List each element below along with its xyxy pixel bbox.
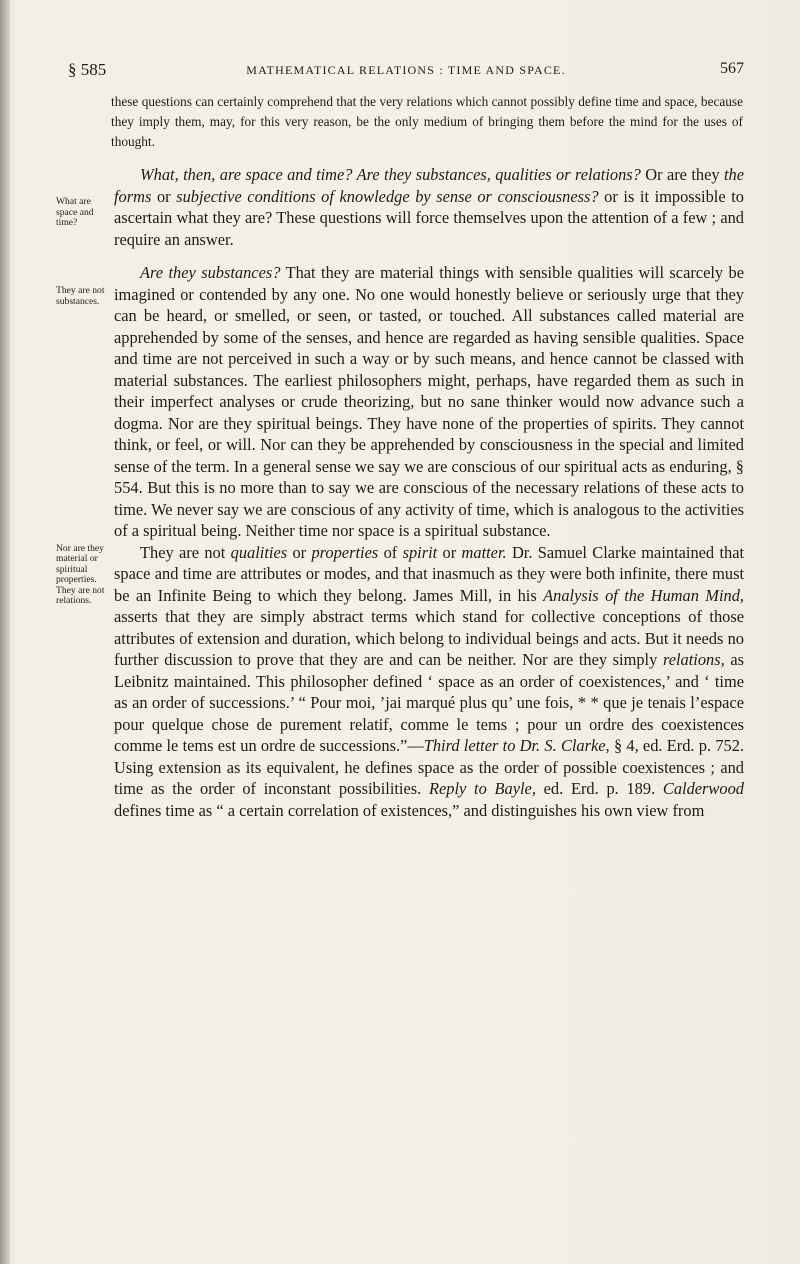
paragraph-not-substances: They are not substances. Are they substances? That they are material things with sensible qualities will scarcely be imagined or contended by any one. No one would honestly believe or seriously urge that they can be heard, or smelled, or seen, or tasted, or touched. All substances called material are apprehended by some of the senses, and hence are regarded as having sensible qualities. Space and time are not perceived in such a way or by such means, and hence cannot be classed with material substances. The earliest philosophers might, perhaps, have regarded them as such in their imperfect analyses or crude theorizing, but no sane thinker would now advance such a dogma. Nor are they spiritual beings. They have none of the properties of spirits. They cannot think, or feel, or will. Nor can they be apprehended by consciousness in the special and limited sense of the term. In a general sense we say we are conscious of our spiritual acts as enduring, § 554. But this is no more than to say we are conscious of the necessary relations of these acts to time. We never say we are conscious of any activity of time, which is analogous to the activities of a spiritual being. Neither time nor space is a spiritual substance. — [56, 263, 744, 540]
section-number: § 585 — [68, 60, 107, 79]
running-header — [68, 60, 744, 82]
question-substances: What, then, are space and time? Are they substances, qualities or relations? — [140, 165, 641, 184]
side-note-not-qualities: Nor are they material or spiritual properties. They are not relations. — [56, 542, 105, 606]
page-body — [56, 92, 745, 821]
page-number: 567 — [720, 60, 744, 77]
side-note-what-are-space-and-time: What are space and time? — [56, 196, 94, 228]
side-note-not-substances: They are not substances. — [56, 285, 105, 307]
paragraph-what-are-space-and-time: What are space and time? What, then, are space and time? Are they substances, qualities or relations? Or are they the forms or subjective conditions of knowledge by sense or consciousness? or is it impossible to ascertain what they are? These questions will force themselves upon the attention of a few ; and require an answer. — [56, 165, 744, 249]
page-binding-edge — [0, 0, 10, 1264]
running-title: MATHEMATICAL RELATIONS : TIME AND SPACE. — [246, 63, 566, 77]
paragraph-not-qualities-or-relations: Nor are they material or spiritual properties. They are not relations. They are not qualities or properties of spirit or matter. Dr. Samuel Clarke maintained that space and time are attributes or modes, and that inasmuch as they were both infinite, there must be an Infinite Being to which they belong. James Mill, in his Analysis of the Human Mind, asserts that they are simply abstract terms which stand for collective conceptions of those attributes of extension and duration, which belong to individual beings and acts. But it needs no further discussion to prove that they are and can be neither. Nor are they simply relations, as Leibnitz maintained. This philosopher defined ‘ space as an order of coexistences,’ and ‘ time as an order of successions.’ “ Pour moi, ’jai marqué plus qu’ une fois, * * que je tenais l’espace pour quelque chose de purement relatif, comme le tems ; pour un ordre des coexistences comme le tems est un ordre de successions.”—Third letter to Dr. S. Clarke, § 4, ed. Erd. p. 752. Using extension as its equivalent, he defines space as the order of possible coexistences ; and time as the order of inconstant possibilities. Reply to Bayle, ed. Erd. p. 189. Calderwood defines time as “ a certain correlation of existences,” and distinguishes his own view from — [56, 542, 745, 820]
paragraph-continuation: these questions can certainly comprehend that the very relations which cannot possibly define time and space, because they imply them, may, for this very reason, be the only medium of bringing them before the mind for the uses of thought. — [111, 94, 743, 149]
